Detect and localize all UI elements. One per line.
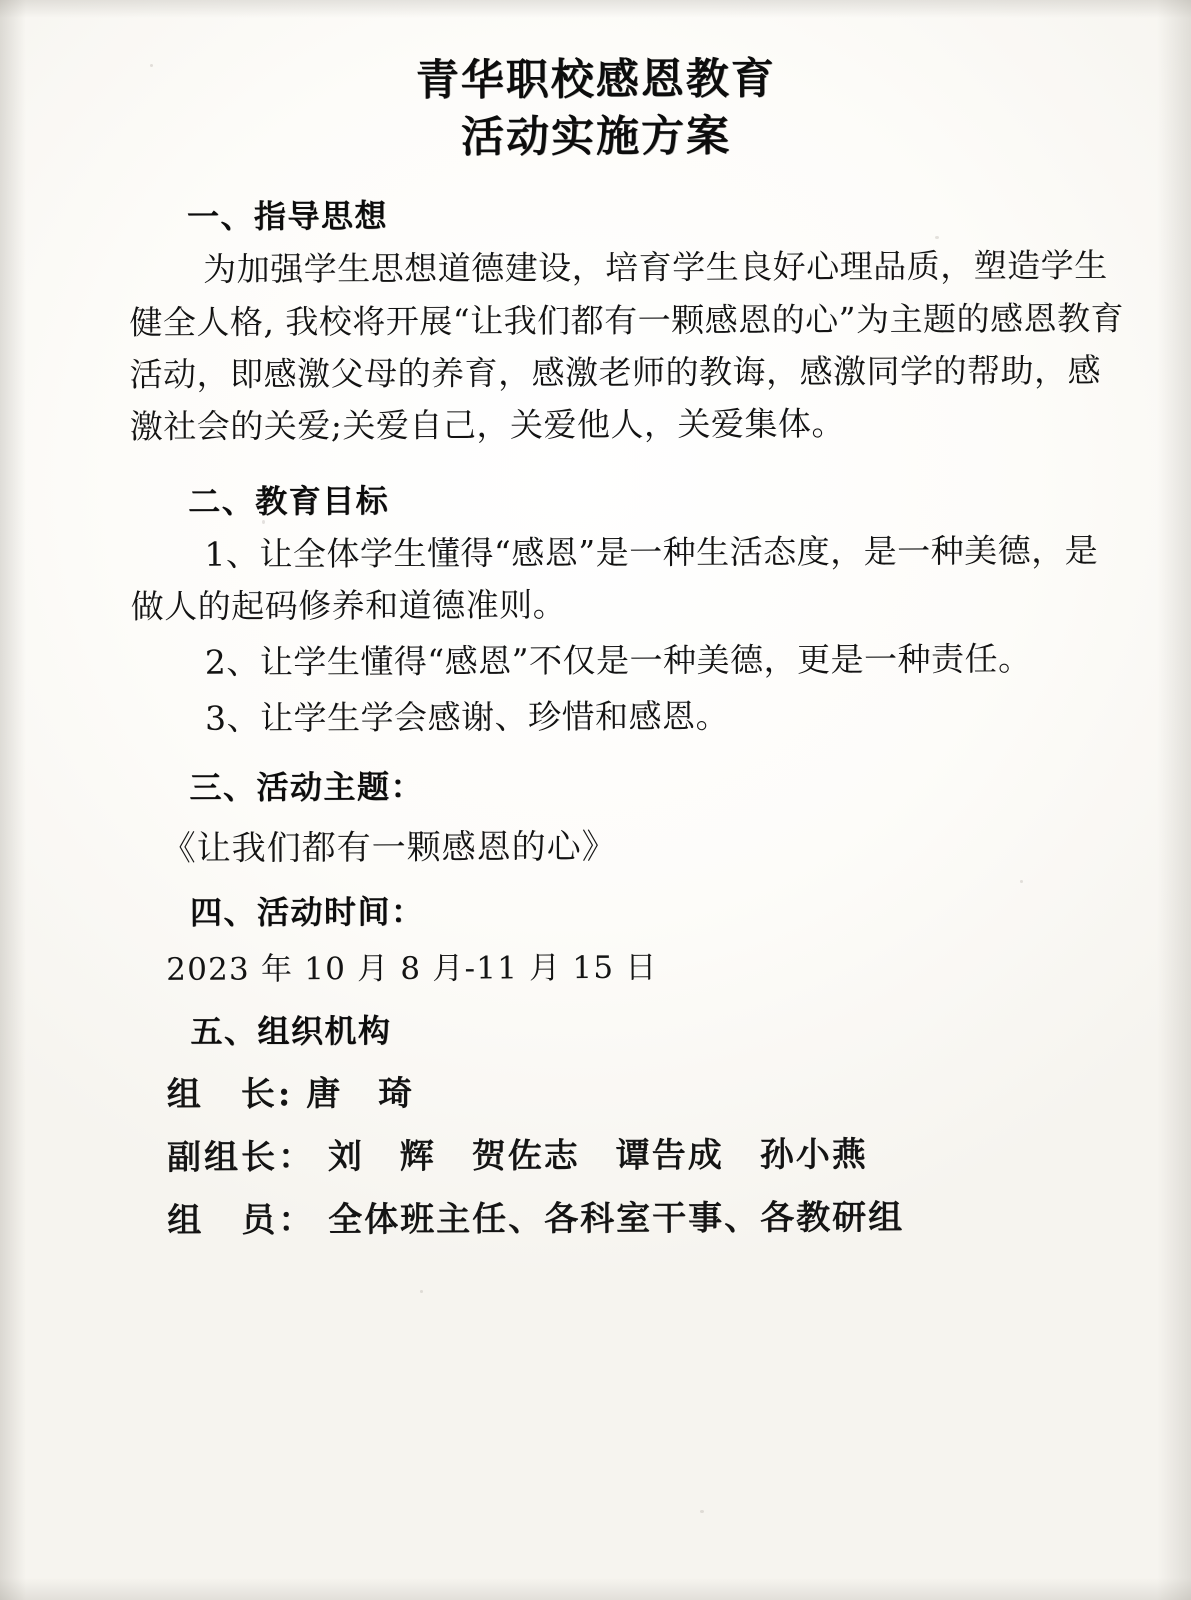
section-heading-guiding-thought: 一、指导思想 [186, 197, 389, 237]
org-role-deputy-leaders: 副组长： [166, 1137, 316, 1179]
paragraph-goal-3: 3、让学生学会感谢、珍惜和感恩。 [205, 696, 730, 738]
org-row-deputy-leaders [133, 1126, 1134, 1179]
org-role-leader: 组 长: [166, 1074, 294, 1116]
title-line-1: 青华职校感恩教育 [415, 54, 776, 106]
page-edge-shadow-right [1157, 0, 1191, 1600]
section-heading-organization: 五、组织机构 [190, 1012, 392, 1052]
org-row-leader [133, 1063, 1134, 1116]
org-role-members: 组 员： [167, 1200, 316, 1242]
activity-date-range: 2023 年 10 月 8 月-11 月 15 日 [166, 950, 658, 989]
paragraph-guiding-thought: 为加强学生思想道德建设，培育学生良好心理品质，塑造学生健全人格, 我校将开展“让我们都有一颗感恩的心”为主题的感恩教育活动，即感激父母的养育，感激老师的教诲，感激同学的帮助，感激社会的关爱;关爱自己，关爱他人，关爱集体。 [129, 246, 1125, 446]
paragraph-goal-1: 1、让全体学生懂得“感恩”是一种生活态度，是一种美德，是做人的起码修养和道德准则。 [130, 530, 1099, 627]
document-body [1, 188, 1191, 1243]
paragraph-goal-2: 2、让学生懂得“感恩”不仅是一种美德，更是一种责任。 [204, 639, 1032, 682]
page-edge-shadow-top [0, 0, 1191, 18]
title-line-2: 活动实施方案 [460, 111, 732, 163]
org-names-deputy-leaders: 刘 辉 贺佐志 谭告成 孙小燕 [327, 1135, 868, 1178]
page-title [0, 0, 1191, 169]
section-heading-activity-time: 四、活动时间： [189, 893, 425, 933]
org-row-members [133, 1189, 1134, 1242]
org-names-leader: 唐 琦 [306, 1074, 415, 1115]
activity-theme-value: 《让我们都有一颗感恩的心》 [161, 827, 617, 870]
page-edge-shadow-bottom [0, 1578, 1191, 1600]
org-names-members: 全体班主任、各科室干事、各教研组 [328, 1198, 905, 1241]
section-heading-education-goals: 二、教育目标 [188, 481, 390, 521]
page-edge-shadow-left [0, 0, 26, 1600]
section-heading-activity-theme: 三、活动主题： [189, 768, 425, 808]
